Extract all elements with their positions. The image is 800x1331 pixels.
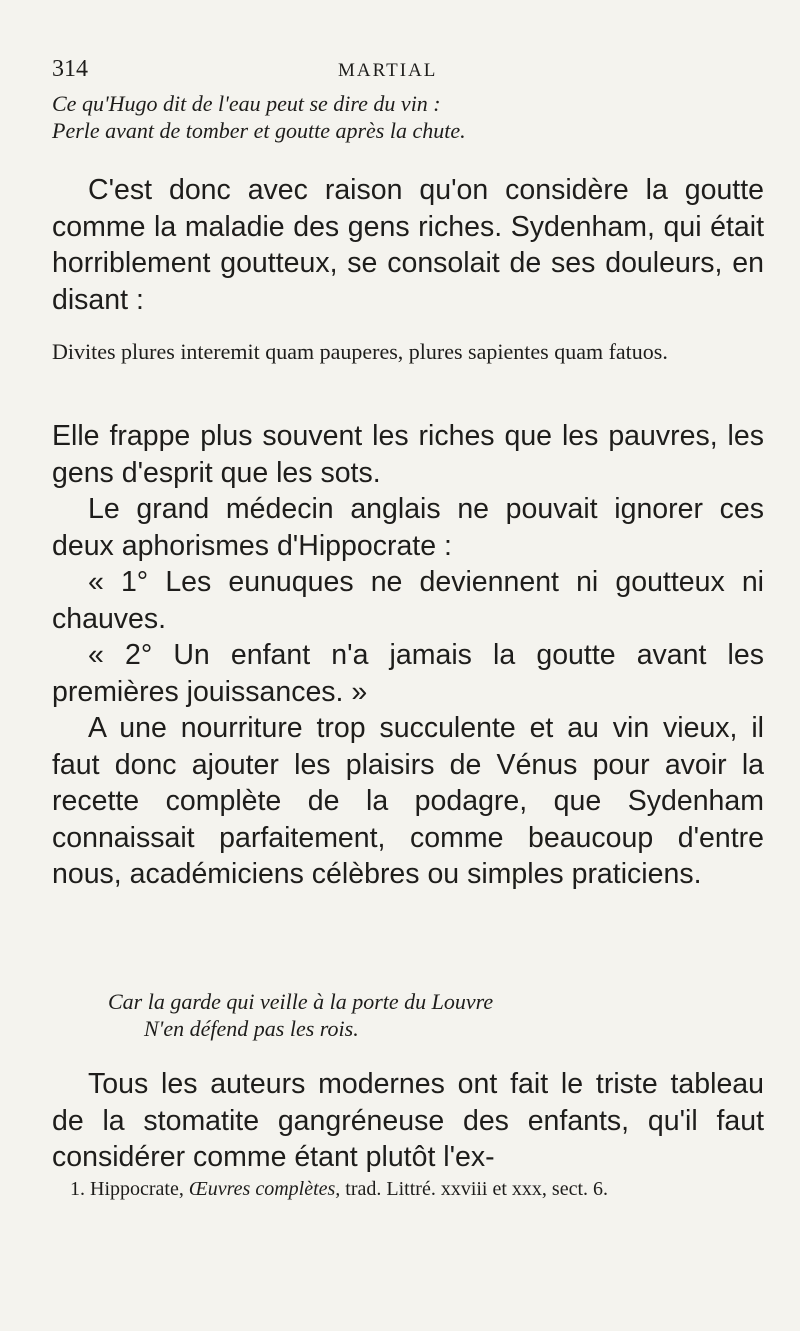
text-block-3 [52,1066,764,1176]
footnote-reference: trad. Littré. xxviii et xxx, sect. 6. [345,1178,609,1200]
aphorism-1: « 1° Les eunuques ne deviennent ni goutteux ni chauves. [52,566,764,635]
verse-epigraph-hugo [52,90,762,144]
paragraph-venus: A une nourriture trop succulente et au vin vieux, il faut donc ajouter les plaisirs de Vénus pour avoir la recette complète de la podagre, que Sydenham connaissait parfaitement, comme beaucoup d'entre nous, académiciens célèbres ou simples praticiens. [52,712,764,890]
text-block-1 [52,172,764,318]
latin-quote: Divites plures interemit quam pauperes, plures sapientes quam fatuos. [52,339,668,364]
page-number: 314 [52,56,88,82]
paragraph-sydenham: C'est donc avec raison qu'on considère la goutte comme la maladie des gens riches. Sydenham, qui était horriblement goutteux, se consolait de ses douleurs, en disant : [52,174,764,316]
verse-line: N'en défend pas les rois. [144,1016,359,1041]
text-block-2 [52,418,764,893]
footnote-work-title: Œuvres complètes, [188,1178,341,1200]
paragraph-hippocrate: Le grand médecin anglais ne pouvait ignorer ces deux aphorismes d'Hippocrate : [52,493,764,562]
paragraph-stomatite: Tous les auteurs modernes ont fait le triste tableau de la stomatite gangréneuse des enfants, qu'il faut considérer comme étant plutôt l'ex- [52,1068,764,1173]
verse-line: Perle avant de tomber et goutte après la chute. [52,118,466,143]
footnote-number: 1. [70,1178,85,1200]
paragraph-riches: Elle frappe plus souvent les riches que les pauvres, les gens d'esprit que les sots. [52,420,764,489]
aphorism-2: « 2° Un enfant n'a jamais la goutte avant les premières jouissances. » [52,639,764,708]
footnote [52,1176,764,1203]
running-title: MARTIAL [338,60,438,81]
verse-line: Car la garde qui veille à la porte du Louvre [108,989,494,1014]
verse-louvre [108,988,748,1042]
verse-line: Ce qu'Hugo dit de l'eau peut se dire du vin : [52,91,441,116]
footnote-author: Hippocrate, [90,1178,184,1200]
